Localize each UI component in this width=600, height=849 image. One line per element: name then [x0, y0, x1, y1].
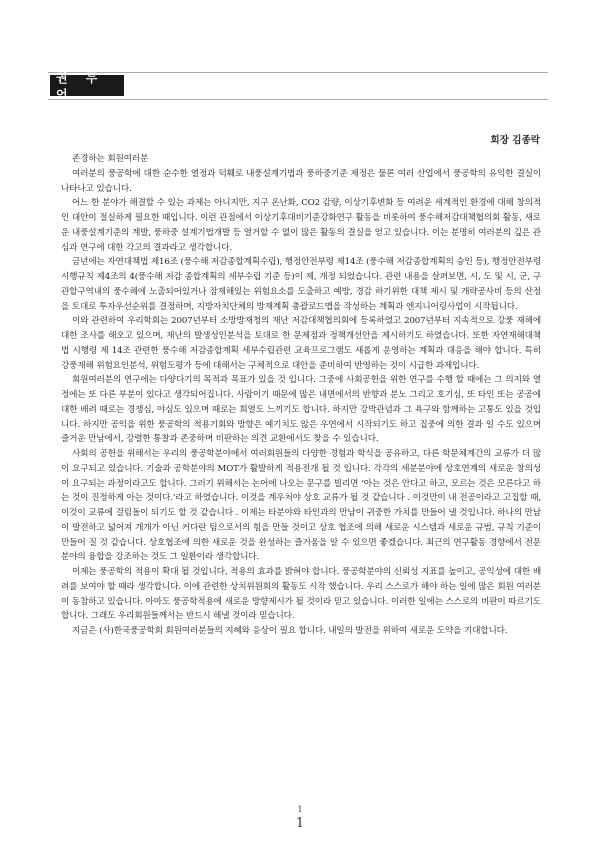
paragraph: 사회의 공헌을 위해서는 우리의 풍공학분야에서 여러회원들의 다양한 경험과 학식을 공유하고, 다른 학문체계간의 교류가 더 많이 요구되고 있습니다. 기술과 공학분야의 MOT가 활발하게 적용전개 될 것 입니다. 각각의 세분분야에 상호연계의 새로운 창의성이 요구되는 과정이라고도 합니다. 그러기 위해서는 논어에 나오는 문구를 빌리면 ‘아는 것은 안다고 하고, 모르는 것은 모른다고 하는 것이 진정하게 아는 것이다.’라고 하였습니다. 이것을 계우처야 상호 교류가 될 것 같습니다 . 이것만이 내 전공이라고 고집할 때, 이것이 교류에 걸림돌이 되기도 할 것 같습니다 . 이제는 타분야와 타인과의 만남이 귀중한 가치를 만들어 낼 것입니다. 하나의 만남이 발전하고 넓어져 개개가 아닌 커다란 팀으로서의 힘을 만들 것이고 상호 협조에 의해 새로운 시스템과 새로운 규범, 규칙 기준이 만들어 질 것 같습니다. 상호협조에 의한 새로운 것을 완성하는 즐거움을 알 수 있으면 좋겠습니다. 최근의 연구활동 경향에서 전문분야의 융합을 강조하는 것도 그 일환이라 생각합니다. — [61, 449, 541, 563]
header-bottom-rule — [48, 99, 548, 100]
paragraph: 여러분의 풍공학에 대한 순수한 열정과 덕훼로 내풍설계기법과 풍하중기준 제정은 물론 여러 산업에서 풍공학의 유익한 결실이 나타나고 있습니다. — [61, 168, 541, 194]
paragraph: 이와 관련하여 우리학회는 2007년부터 소방방재청의 재난 저감대책협의회에 등록하였고 2007년부터 지속적으로 강풍 재해에 대한 조사를 해오고 있으며, 재난의 발생성인분석을 토대로 한 문제점과 정책개선안을 제시하기도 하였습니다. 또한 자연재해대책법 시행령 제 14조 관련한 풍수해 저감종합계획 세부수립관련 교육프로그램도 새롭게 운영하는 계획과 대응을 해야 합니다. 특히 강풍재해 위험요인분석, 위험도평가 등에 대해서는 구체적으로 대안을 준비하여 반영하는 것이 시급한 과제입니다. — [61, 316, 541, 371]
paragraph: 금년에는 자연대책법 제16조 (풍수해 저감종합계획수립), 행정안전부령 제14조 (풍수해 저감종합계획의 승인 등), 행정안전부령 시행규칙 제4조의 4(풍수해 저감 종합계획의 세부수립 기준 등)이 제, 개정 되었습니다. 관련 내용을 살펴보면, 시, 도 및 시, 군, 구 관할구역내의 풍수해에 노출되어있거나 잠재해있는 위험요소를 도출하고 예방, 경감 하기위한 대책 제시 및 개략공사비 등의 산정을 토대로 투자우선순위를 결정하며, 지방자치단체의 방재계획 총괄로드맵을 작성하는 계획과 엔지니어링사업이 시작됩니다. — [61, 257, 541, 312]
paragraph: 회원여러분의 연구에는 다양다기의 목적과 목표가 있을 것 입니다. 그중에 사회공헌을 위한 연구를 수행 할 때에는 그 의지와 열정에는 또 다른 부분이 있다고 생각되어집니다. 사람이기 때문에 많은 내면에서의 반향과 분노 그리고 호기심, 또 타인 또는 공공에 대한 배려 때로는 경쟁심, 야심도 있으며 때로는 희열도 느끼기도 합니다. 하지만 강박관념과 그 욕구와 함께하는 고통도 있을 것입니다. 하지만 공익을 위한 풍공학의 적용기회와 방향은 예기치도 않은 우연에서 시작되기도 하고 집중에 의한 결과 일 수도 있으며 즐거운 만남에서, 강렬한 통찰과 존중하며 비판하는 의견 교환에서도 찾을 수 있습니다. — [61, 375, 541, 445]
paragraph: 어느 한 분야가 해결할 수 있는 과제는 아니지만, 지구 온난화, CO2 감량, 이상기후변화 등 여려운 세계적인 환경에 대해 창의적인 대안이 절실하게 필요한 때입니다. 이런 관점에서 이상기후대비기준강화연구 활동을 비롯하여 풍수해저감대책협의회 활동, 새로운 내풍설계기준의 계발, 풍하중 설계기법개발 등 열거할 수 없이 많은 활동의 결실을 얻고 있습니다. 이는 분명히 여러분의 깊은 관심과 연구에 대한 각고의 결과라고 생각합니다. — [61, 198, 541, 253]
page-number-outer: 1 — [295, 816, 305, 831]
paragraph: 이제는 풍공학의 적용이 확대 될 것입니다, 적용의 효과를 밝혀야 합니다. 풍공학분야의 신뢰성 지표를 높이고, 공익성에 대한 배려를 보여야 할 때라 생각합니다. 이에 관련한 상치위원회의 활동도 시작 했습니다. 우리 스스로가 해야 하는 일에 많은 회원 여러분이 동참하고 있습니다. 아마도 풍공학적용에 새로운 방향제시가 될 것이라 믿고 있습니다. 이러한 일에는 스스로의 비판이 따르기도 합니다. 그래도 우리회원들께서는 반드시 해낼 것이라 믿습니다. — [61, 567, 541, 622]
paragraph: 지금은 (사)한국풍공학회 회원여러분들의 지혜와 응상이 필요 합니다. 내일의 발전을 위하여 새로운 도약을 기대합니다. — [72, 626, 508, 636]
author-line: 회장 김종락 — [490, 135, 540, 146]
page-number-inner: 1 — [297, 805, 303, 814]
body-text — [61, 152, 541, 639]
greeting: 존경하는 회원여러분 — [72, 154, 149, 164]
section-title: 권 두 언 — [50, 75, 124, 96]
